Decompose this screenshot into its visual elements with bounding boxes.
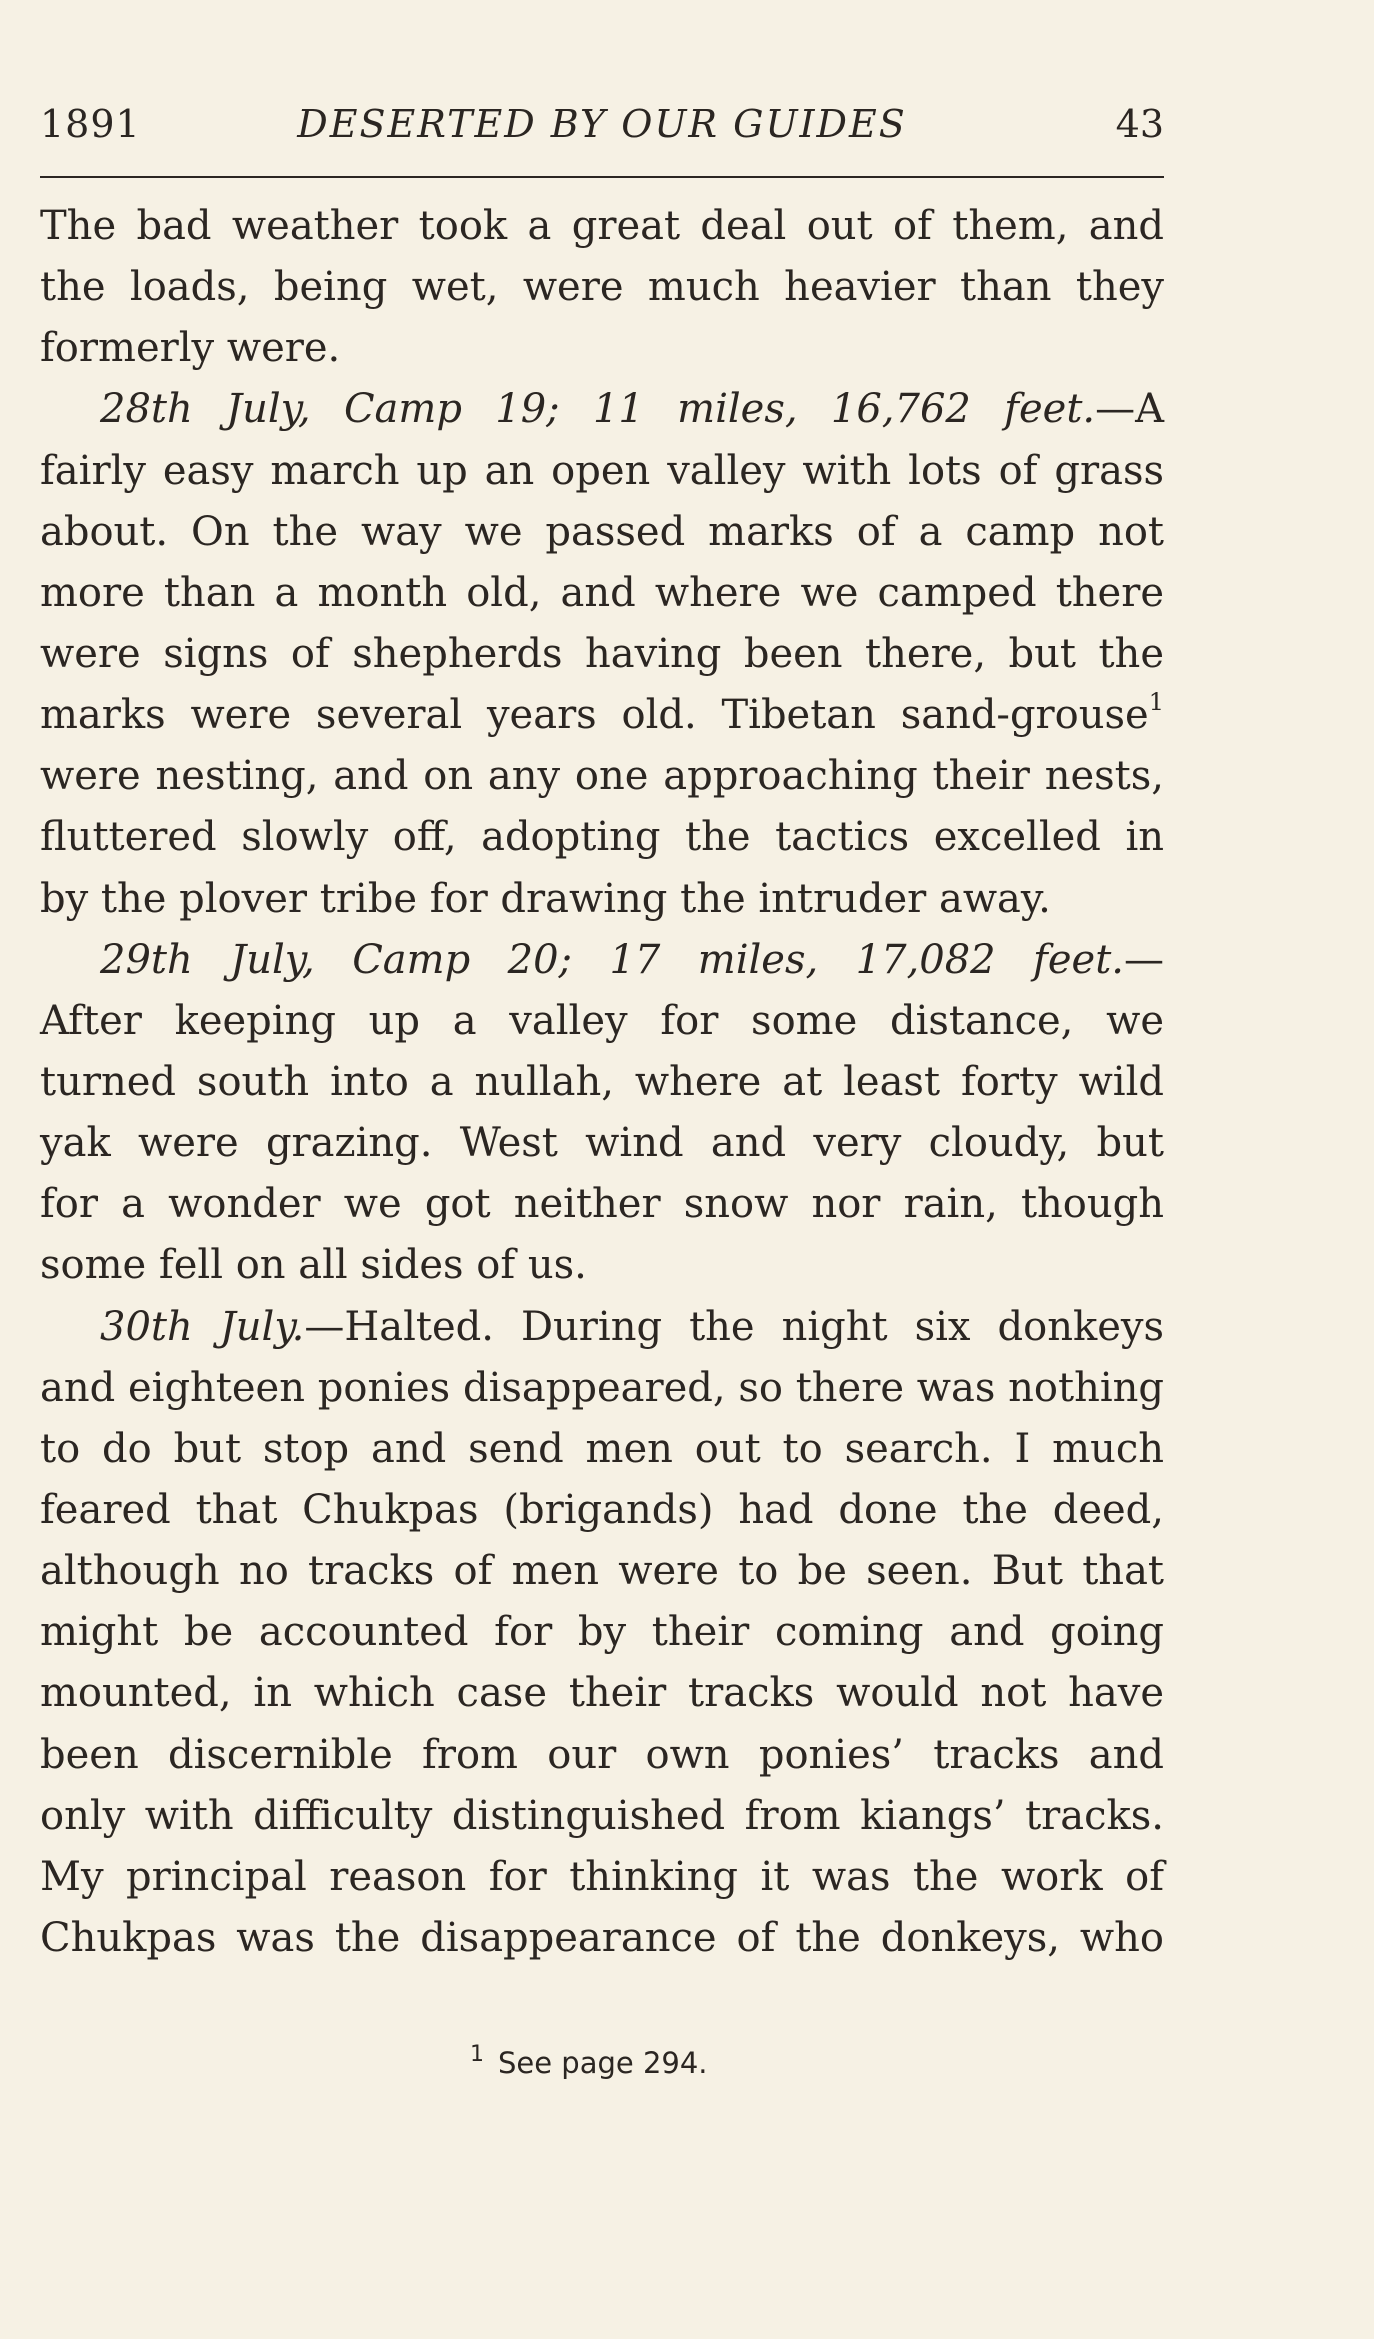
text-line [40,257,1164,318]
text-line [40,746,1164,807]
line-text: the loads, being wet, were much heavier than they [40,264,1164,311]
running-head-year: 1891 [40,102,141,146]
text-line [40,1358,1164,1419]
text-line [40,624,1164,685]
text-line [40,1419,1164,1480]
text-line [40,807,1164,868]
line-text: might be accounted for by their coming and going [40,1609,1164,1656]
text-line [40,379,1164,440]
line-text: fairly easy march up an open valley with lots of grass [40,447,1164,494]
text-line [40,1235,1164,1296]
line-text: some fell on all sides of us. [40,1242,587,1289]
line-text: although no tracks of men were to be seen. But that [40,1548,1164,1595]
line-text: formerly were. [40,325,341,372]
line-text: more than a month old, and where we camped there [40,569,1164,616]
line-text: mounted, in which case their tracks would not have [40,1670,1164,1717]
line-text: yak were grazing. West wind and very cloudy, but [40,1120,1164,1167]
running-head-title: DESERTED BY OUR GUIDES [297,102,907,146]
text-line [40,502,1164,563]
body-text [40,196,1164,1969]
footnote [470,2042,708,2080]
line-text: by the plover tribe for drawing the intruder away. [40,875,1051,922]
entry-date-heading: 30th July. [100,1303,305,1350]
line-text: were signs of shepherds having been there, but the [40,630,1164,677]
text-line [40,318,1164,379]
line-text: — [1124,936,1164,983]
text-line [40,930,1164,991]
line-text: about. On the way we passed marks of a camp not [40,508,1164,555]
line-text: —Halted. During the night six donkeys [304,1303,1164,1350]
text-line [40,991,1164,1052]
text-line [40,563,1164,624]
text-line [40,1663,1164,1724]
footnote-mark: 1 [470,2042,484,2067]
text-line [40,1113,1164,1174]
text-line [40,1174,1164,1235]
entry-date-heading: 29th July, Camp 20; 17 miles, 17,082 feet. [100,936,1124,983]
line-text: for a wonder we got neither snow nor rain, though [40,1181,1164,1228]
line-text: and eighteen ponies disappeared, so there was nothing [40,1364,1164,1411]
footnote-reference: 1 [1148,688,1164,717]
line-text: were nesting, and on any one approaching their nests, [40,753,1164,800]
text-line [40,685,1164,746]
line-text: feared that Chukpas (brigands) had done the deed, [40,1486,1164,1533]
line-text: The bad weather took a great deal out of them, and [40,203,1164,249]
text-line [40,1297,1164,1358]
text-line [40,1602,1164,1663]
text-line [40,1541,1164,1602]
text-line [40,1847,1164,1908]
line-text: —A [1095,386,1164,433]
entry-date-heading: 28th July, Camp 19; 11 miles, 16,762 feet. [100,386,1096,433]
line-text: to do but stop and send men out to search. I much [40,1425,1164,1472]
line-text: marks were several years old. Tibetan sand-grouse [40,692,1149,739]
header-rule [40,176,1164,178]
text-line [40,1725,1164,1786]
running-head [40,102,1164,162]
text-line [40,441,1164,502]
text-line [40,1786,1164,1847]
line-text: fluttered slowly off, adopting the tactics excelled in [40,814,1164,861]
text-line [40,869,1164,930]
page-number: 43 [1115,102,1164,146]
line-text: My principal reason for thinking it was the work of [40,1853,1164,1900]
line-text: After keeping up a valley for some distance, we [40,997,1164,1044]
text-line [40,1908,1164,1969]
line-text: Chukpas was the disappearance of the donkeys, who [40,1914,1164,1961]
line-text: been discernible from our own ponies’ tracks and [40,1731,1164,1778]
line-text: only with difficulty distinguished from kiangs’ tracks. [40,1792,1164,1839]
footnote-text: See page 294. [498,2046,708,2080]
text-line [40,1052,1164,1113]
line-text: turned south into a nullah, where at least forty wild [40,1058,1164,1105]
text-line [40,196,1164,257]
text-line [40,1480,1164,1541]
